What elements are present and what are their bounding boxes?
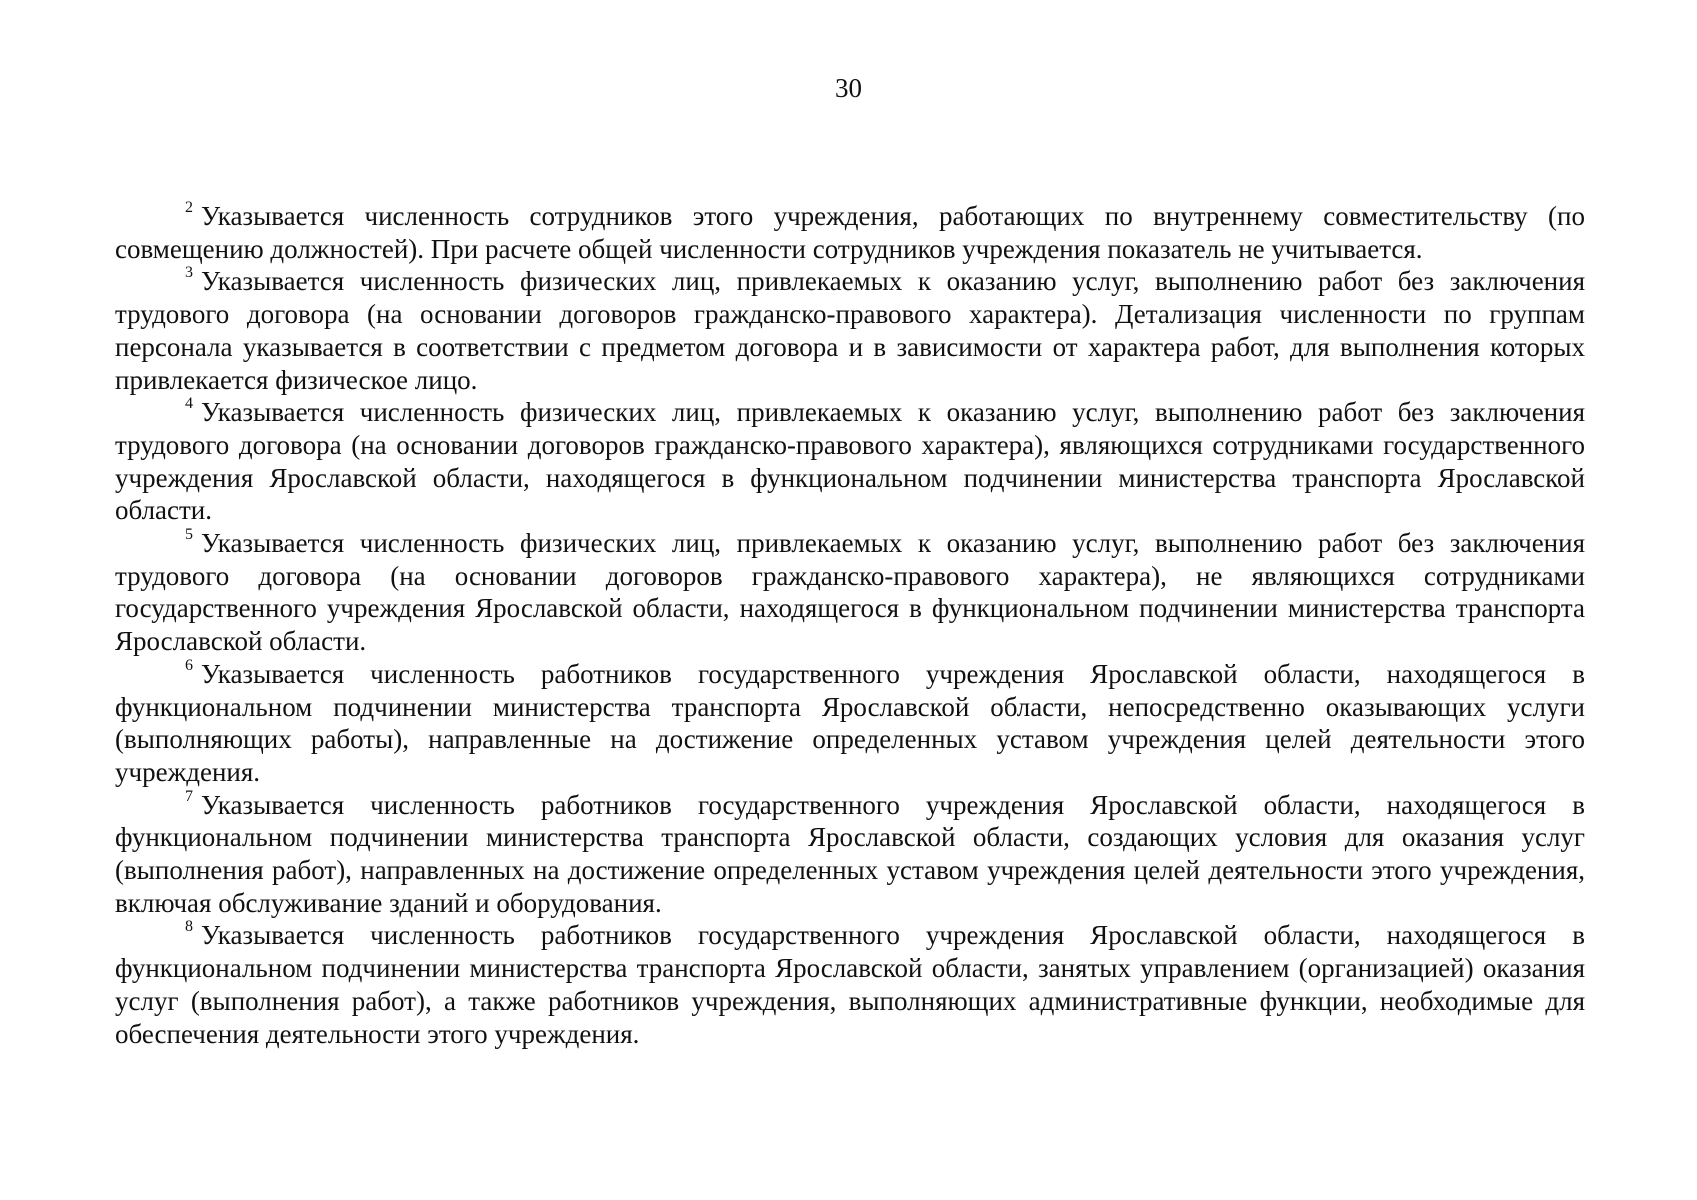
footnote-marker: 3 bbox=[185, 264, 193, 282]
footnote-5 bbox=[115, 527, 1585, 658]
footnote-6 bbox=[115, 658, 1585, 789]
footnotes-section bbox=[115, 200, 1585, 1050]
footnote-text: Указывается численность физических лиц, привлекаемых к оказанию услуг, выполнению работ без заключения трудового договора (на основании договоров гражданско-правового характера). Детализация численности по группам персонала указывается в соответствии с предметом договора и в зависимости от характера работ, для выполнения которых привлекается физическое лицо. bbox=[115, 266, 1585, 395]
footnote-marker: 5 bbox=[185, 526, 193, 544]
footnote-7 bbox=[115, 789, 1585, 920]
footnote-text: Указывается численность работников государственного учреждения Ярославской области, находящегося в функциональном подчинении министерства транспорта Ярославской области, непосредственно оказывающих услуги (выполняющих работы), направленные на достижение определенных уставом учреждения целей деятельности этого учреждения. bbox=[115, 658, 1585, 787]
footnote-text: Указывается численность сотрудников этого учреждения, работающих по внутреннему совместительству (по совмещению должностей). При расчете общей численности сотрудников учреждения показатель не учитывается. bbox=[115, 201, 1585, 264]
footnote-marker: 4 bbox=[185, 395, 193, 413]
footnote-text: Указывается численность физических лиц, привлекаемых к оказанию услуг, выполнению работ без заключения трудового договора (на основании договоров гражданско-правового характера), не являющихся сотрудниками государственного учреждения Ярославской области, находящегося в функциональном подчинении министерства транспорта Ярославской области. bbox=[115, 528, 1585, 657]
footnote-text: Указывается численность физических лиц, привлекаемых к оказанию услуг, выполнению работ без заключения трудового договора (на основании договоров гражданско-правового характера), являющихся сотрудниками государственного учреждения Ярославской области, находящегося в функциональном подчинении министерства транспорта Ярославской области. bbox=[115, 397, 1585, 526]
footnote-text: Указывается численность работников государственного учреждения Ярославской области, находящегося в функциональном подчинении министерства транспорта Ярославской области, создающих условия для оказания услуг (выполнения работ), направленных на достижение определенных уставом учреждения целей деятельности этого учреждения, включая обслуживание зданий и оборудования. bbox=[115, 789, 1585, 918]
page-number: 30 bbox=[835, 73, 862, 103]
footnote-8 bbox=[115, 919, 1585, 1050]
footnote-marker: 7 bbox=[185, 787, 193, 805]
footnote-3 bbox=[115, 265, 1585, 396]
footnote-2 bbox=[115, 200, 1585, 265]
footnote-marker: 6 bbox=[185, 656, 193, 674]
footnote-marker: 2 bbox=[185, 199, 193, 216]
footnote-text: Указывается численность работников государственного учреждения Ярославской области, находящегося в функциональном подчинении министерства транспорта Ярославской области, занятых управлением (организацией) оказания услуг (выполнения работ), а также работников учреждения, выполняющих административные функции, необходимые для обеспечения деятельности этого учреждения. bbox=[115, 920, 1585, 1049]
footnote-marker: 8 bbox=[185, 918, 193, 936]
footnote-4 bbox=[115, 396, 1585, 527]
